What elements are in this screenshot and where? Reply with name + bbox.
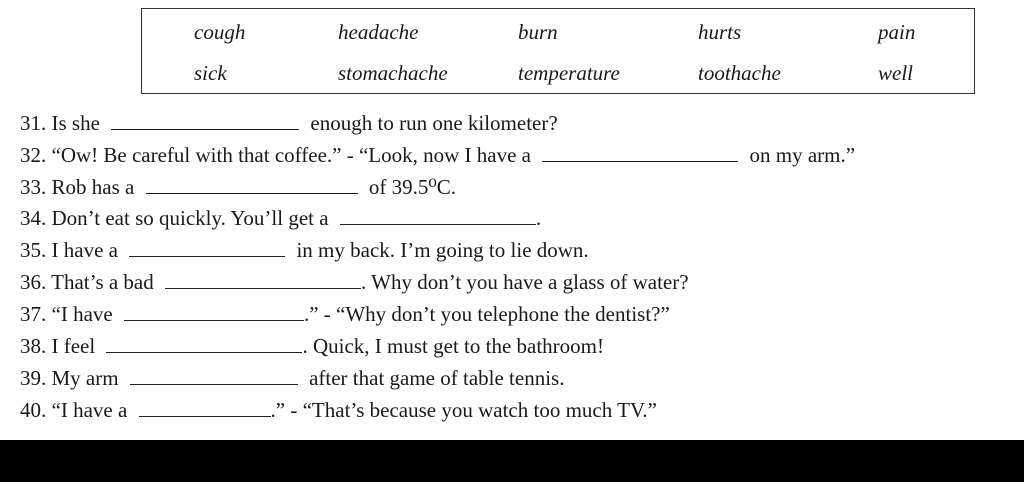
exercise-34	[20, 206, 541, 230]
answer-blank[interactable]	[129, 238, 285, 257]
exercise-text-before: I have a	[51, 238, 118, 262]
answer-blank[interactable]	[130, 366, 298, 385]
word-pain: pain	[878, 20, 916, 44]
word-headache: headache	[338, 20, 419, 44]
exercise-text-before: “I have	[51, 302, 113, 326]
exercise-text-after: .” - “That’s because you watch too much TV.”	[270, 398, 657, 422]
answer-blank[interactable]	[111, 111, 299, 130]
exercise-text-before: Don’t eat so quickly. You’ll get a	[51, 206, 329, 230]
exercise-35	[20, 238, 589, 262]
exercise-text-before: That’s a bad	[51, 270, 154, 294]
exercise-text-after: in my back. I’m going to lie down.	[296, 238, 589, 262]
answer-blank[interactable]	[340, 206, 536, 225]
exercise-number: 36.	[20, 270, 47, 294]
answer-blank[interactable]	[165, 270, 361, 289]
exercise-number: 40.	[20, 398, 47, 422]
exercise-32	[20, 143, 855, 167]
exercise-number: 39.	[20, 366, 47, 390]
exercise-39	[20, 366, 564, 390]
exercise-text-before: “Ow! Be careful with that coffee.” - “Look, now I have a	[51, 143, 531, 167]
exercise-text-before: I feel	[51, 334, 96, 358]
exercise-number: 32.	[20, 143, 47, 167]
exercise-text-before: My arm	[51, 366, 119, 390]
exercise-text-before: Is she	[51, 111, 100, 135]
answer-blank[interactable]	[542, 143, 738, 162]
black-bottom-bar	[0, 440, 1024, 482]
exercise-text-before: “I have a	[51, 398, 128, 422]
exercise-text-after: on my arm.”	[749, 143, 856, 167]
exercise-text-after: . Why don’t you have a glass of water?	[361, 270, 689, 294]
word-toothache: toothache	[698, 61, 781, 85]
word-stomachache: stomachache	[338, 61, 448, 85]
exercise-text-after: .	[535, 206, 542, 230]
exercise-text-after: after that game of table tennis.	[309, 366, 565, 390]
word-sick: sick	[194, 61, 227, 85]
word-well: well	[878, 61, 913, 85]
word-cough: cough	[194, 20, 246, 44]
exercise-text-after: of 39.5⁰C.	[368, 175, 456, 199]
exercise-number: 35.	[20, 238, 47, 262]
exercise-number: 34.	[20, 206, 47, 230]
exercise-40	[20, 398, 657, 422]
exercise-38	[20, 334, 604, 358]
answer-blank[interactable]	[146, 175, 358, 194]
exercise-number: 33.	[20, 175, 47, 199]
exercise-text-after: enough to run one kilometer?	[310, 111, 558, 135]
exercise-36	[20, 270, 689, 294]
word-hurts: hurts	[698, 20, 742, 44]
exercise-text-before: Rob has a	[51, 175, 135, 199]
exercise-text-after: . Quick, I must get to the bathroom!	[302, 334, 604, 358]
exercise-number: 38.	[20, 334, 47, 358]
word-burn: burn	[518, 20, 558, 44]
word-box	[141, 8, 975, 94]
answer-blank[interactable]	[139, 398, 271, 417]
exercise-number: 37.	[20, 302, 47, 326]
word-temperature: temperature	[518, 61, 620, 85]
exercise-number: 31.	[20, 111, 47, 135]
exercise-37	[20, 302, 670, 326]
exercise-text-after: .” - “Why don’t you telephone the dentist?”	[303, 302, 670, 326]
exercise-33	[20, 175, 456, 199]
answer-blank[interactable]	[124, 302, 304, 321]
exercise-31	[20, 111, 558, 135]
answer-blank[interactable]	[106, 334, 302, 353]
